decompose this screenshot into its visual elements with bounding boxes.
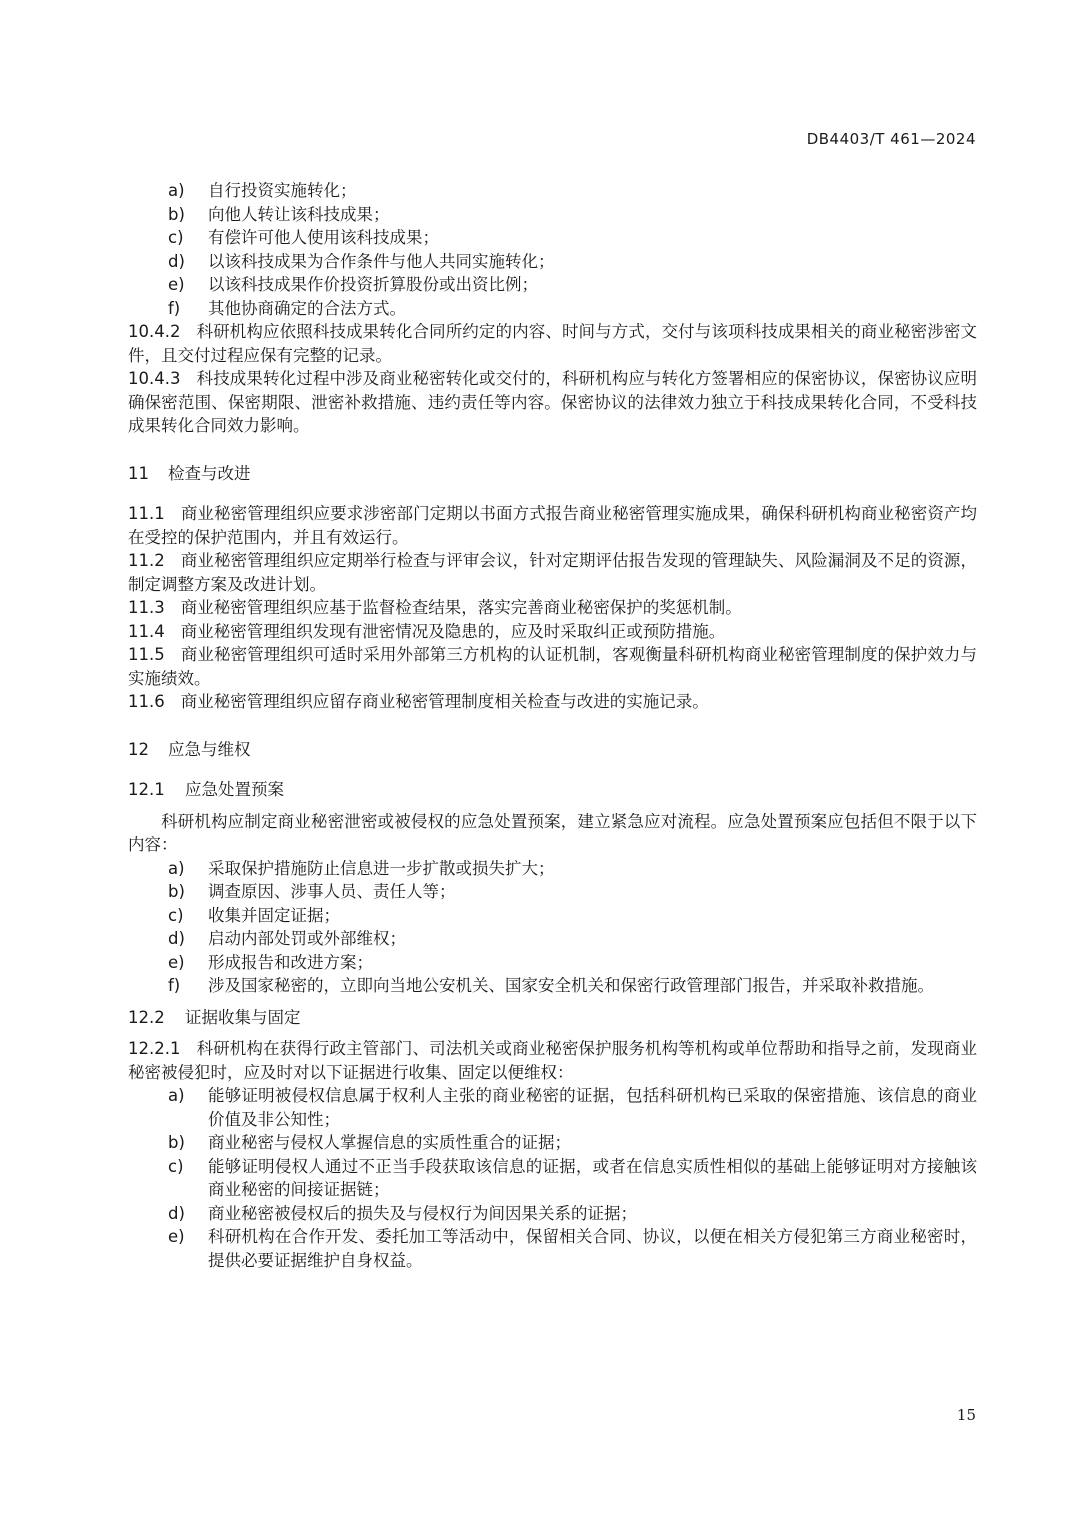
clause-number: 11.4 [128, 621, 165, 641]
list-item [128, 203, 977, 227]
clause-text: 商业秘密管理组织应要求涉密部门定期以书面方式报告商业秘密管理实施成果，确保科研机构商业秘密资产均在受控的保护范围内，并且有效运行。 [128, 504, 977, 547]
list-item-text: 以该科技成果作价投资折算股份或出资比例； [208, 275, 538, 294]
list-item-label: a) [168, 181, 185, 200]
list-item-label: f) [168, 298, 181, 318]
list-item-text: 形成报告和改进方案； [208, 952, 373, 972]
clause-number: 10.4.2 [128, 322, 181, 341]
emergency-plan-list [128, 857, 977, 998]
clause-number: 11.1 [128, 504, 165, 523]
clause-11-6 [128, 690, 977, 714]
list-item [128, 273, 977, 297]
list-item-label: f) [168, 976, 181, 995]
clause-12-2-1 [128, 1037, 977, 1084]
list-item-text: 收集并固定证据； [208, 905, 340, 925]
list-item [128, 951, 977, 975]
list-item-label: a) [168, 1086, 185, 1105]
clause-text: 科研机构在获得行政主管部门、司法机关或商业秘密保护服务机构等机构或单位帮助和指导之前，发现商业秘密被侵犯时，应及时对以下证据进行收集、固定以便维权： [128, 1039, 977, 1082]
clause-text: 科研机构应依照科技成果转化合同所约定的内容、时间与方式，交付与该项科技成果相关的商业秘密涉密文件，且交付过程应保有完整的记录。 [128, 322, 977, 365]
clause-number: 11.2 [128, 551, 165, 570]
clause-number: 12.2.1 [128, 1039, 181, 1058]
list-item [128, 1202, 977, 1226]
emergency-plan-intro: 科研机构应制定商业秘密泄密或被侵权的应急处置预案，建立紧急应对流程。应急处置预案应包括但不限于以下内容： [128, 811, 977, 854]
list-item [128, 880, 977, 904]
clause-text: 科技成果转化过程中涉及商业秘密转化或交付的，科研机构应与转化方签署相应的保密协议，保密协议应明确保密范围、保密期限、泄密补救措施、违约责任等内容。保密协议的法律效力独立于科技成果转化合同，不受科技成果转化合同效力影响。 [128, 369, 977, 435]
list-item-label: e) [168, 1227, 185, 1246]
list-item-text: 科研机构在合作开发、委托加工等活动中，保留相关合同、协议，以便在相关方侵犯第三方商业秘密时，提供必要证据维护自身权益。 [208, 1227, 977, 1270]
list-item-text: 自行投资实施转化； [208, 181, 357, 200]
clause-text: 商业秘密管理组织可适时采用外部第三方机构的认证机制，客观衡量科研机构商业秘密管理制度的保护效力与实施绩效。 [128, 645, 977, 688]
list-item-text: 启动内部处罚或外部维权； [208, 929, 406, 948]
clause-text: 商业秘密管理组织应基于监督检查结果，落实完善商业秘密保护的奖惩机制。 [180, 598, 742, 617]
clause-number: 10.4.3 [128, 369, 181, 388]
list-item [128, 1155, 977, 1202]
list-item-text: 以该科技成果为合作条件与他人共同实施转化； [208, 251, 555, 271]
clause-text: 商业秘密管理组织应定期举行检查与评审会议，针对定期评估报告发现的管理缺失、风险漏洞及不足的资源，制定调整方案及改进计划。 [128, 551, 977, 594]
list-item [128, 974, 977, 998]
list-item-text: 能够证明被侵权信息属于权利人主张的商业秘密的证据，包括科研机构已采取的保密措施、该信息的商业价值及非公知性； [208, 1086, 977, 1129]
clause-11-2 [128, 549, 977, 596]
list-item [128, 1131, 977, 1155]
list-item-text: 商业秘密被侵权后的损失及与侵权行为间因果关系的证据； [208, 1203, 637, 1223]
list-item-label: c) [168, 1156, 184, 1176]
section-number: 12 [128, 739, 149, 759]
list-item-label: c) [168, 228, 184, 247]
list-item [128, 857, 977, 881]
subsection-number: 12.2 [128, 1007, 165, 1027]
list-item [128, 226, 977, 250]
list-item [128, 904, 977, 928]
transfer-methods-list [128, 179, 977, 320]
subsection-number: 12.1 [128, 780, 165, 799]
page-content [128, 179, 977, 1272]
document-id-header: DB4403/T 461—2024 [806, 130, 976, 148]
clause-10-4-3 [128, 367, 977, 438]
section-number: 11 [128, 463, 149, 483]
list-item-text: 调查原因、涉事人员、责任人等； [208, 882, 456, 901]
list-item-text: 涉及国家秘密的，立即向当地公安机关、国家安全机关和保密行政管理部门报告，并采取补救措施。 [208, 976, 934, 995]
evidence-list [128, 1084, 977, 1272]
list-item-label: d) [168, 929, 185, 948]
list-item [128, 1084, 977, 1131]
page-number: 15 [956, 1406, 976, 1424]
list-item [128, 297, 977, 321]
subsection-title: 证据收集与固定 [185, 1007, 301, 1027]
section-title: 检查与改进 [168, 463, 251, 483]
clause-number: 11.6 [128, 692, 165, 711]
list-item-label: d) [168, 251, 185, 271]
list-item [128, 927, 977, 951]
list-item-label: e) [168, 275, 185, 294]
list-item-text: 向他人转让该科技成果； [208, 204, 390, 224]
clause-11-4 [128, 620, 977, 644]
clause-text: 商业秘密管理组织发现有泄密情况及隐患的，应及时采取纠正或预防措施。 [180, 621, 726, 641]
list-item-label: a) [168, 858, 185, 878]
section-11-heading [128, 462, 977, 486]
list-item-text: 能够证明侵权人通过不正当手段获取该信息的证据，或者在信息实质性相似的基础上能够证明对方接触该商业秘密的间接证据链； [208, 1156, 977, 1199]
list-item-label: b) [168, 1133, 185, 1152]
clause-text: 商业秘密管理组织应留存商业秘密管理制度相关检查与改进的实施记录。 [180, 692, 709, 711]
list-item-label: b) [168, 204, 185, 224]
list-item-label: d) [168, 1203, 185, 1223]
section-12-heading [128, 738, 977, 762]
section-title: 应急与维权 [168, 739, 251, 759]
list-item [128, 179, 977, 203]
list-item-text: 有偿许可他人使用该科技成果； [208, 228, 439, 247]
list-item-label: e) [168, 952, 185, 972]
clause-11-3 [128, 596, 977, 620]
clause-11-5 [128, 643, 977, 690]
clause-10-4-2 [128, 320, 977, 367]
list-item-label: b) [168, 882, 185, 901]
clause-11-1 [128, 502, 977, 549]
clause-number: 11.5 [128, 645, 165, 664]
list-item [128, 1225, 977, 1272]
list-item [128, 250, 977, 274]
subsection-12-2-heading [128, 1006, 977, 1030]
list-item-label: c) [168, 905, 184, 925]
list-item-text: 商业秘密与侵权人掌握信息的实质性重合的证据； [208, 1133, 571, 1152]
list-item-text: 其他协商确定的合法方式。 [208, 298, 406, 318]
subsection-12-1-heading [128, 778, 977, 802]
subsection-title: 应急处置预案 [185, 780, 284, 799]
list-item-text: 采取保护措施防止信息进一步扩散或损失扩大； [208, 858, 555, 878]
clause-number: 11.3 [128, 598, 165, 617]
